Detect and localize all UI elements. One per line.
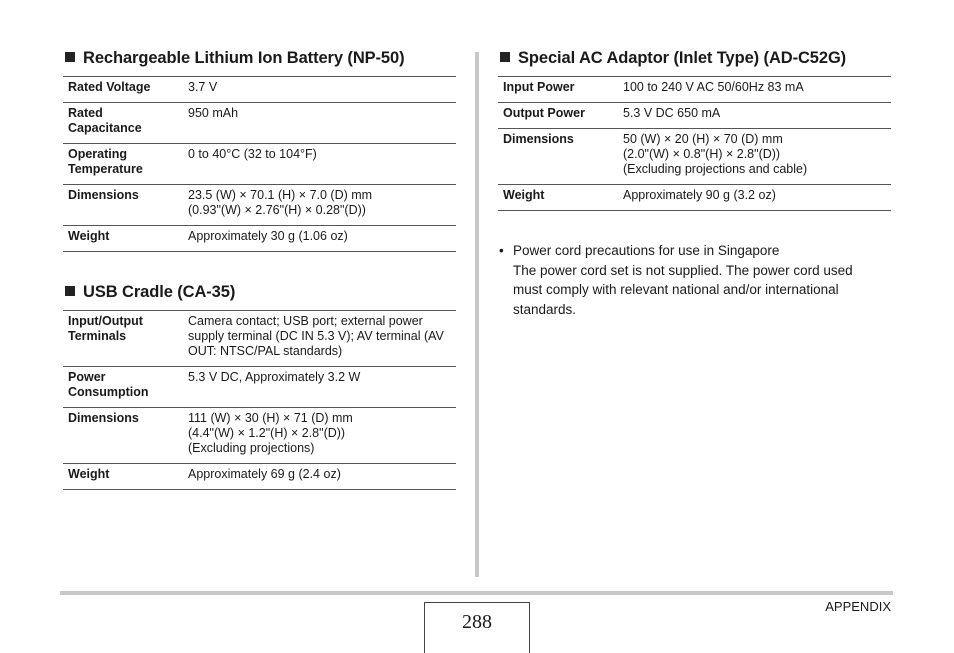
spec-table [63, 310, 456, 490]
spec-value-text: OUT: NTSC/PAL standards) [188, 344, 343, 358]
spec-label-text: Capacitance [68, 121, 142, 135]
bullet-icon: • [499, 243, 504, 258]
spec-label-text: Dimensions [503, 132, 574, 146]
right-column [498, 44, 891, 319]
cradle-title: USB Cradle (CA-35) [83, 283, 236, 301]
spec-label-text: Weight [68, 467, 110, 481]
spec-value [613, 129, 891, 185]
spec-label [63, 367, 178, 408]
page-number: 288 [424, 602, 530, 653]
spec-value-text: 5.3 V DC 650 mA [623, 106, 721, 120]
spec-value-text: (2.0"(W) × 0.8"(H) × 2.8"(D)) [623, 147, 781, 161]
spec-value-text: 950 mAh [188, 106, 239, 120]
spec-row [63, 77, 456, 103]
square-bullet-icon [500, 52, 510, 62]
adaptor-title: Special AC Adaptor (Inlet Type) (AD-C52G) [518, 49, 847, 67]
battery-section [63, 48, 456, 252]
spec-row [63, 226, 456, 252]
spec-value-text: Camera contact; USB port; external power [188, 314, 423, 328]
spec-label [498, 185, 613, 211]
spec-label-text: Power [68, 370, 106, 384]
spec-value [613, 103, 891, 129]
spec-row [63, 144, 456, 185]
spec-value-text: 5.3 V DC, Approximately 3.2 W [188, 370, 361, 384]
spec-row [498, 129, 891, 185]
singapore-note [498, 241, 891, 319]
spec-value [613, 185, 891, 211]
spec-row [63, 408, 456, 464]
spec-table [63, 76, 456, 252]
spec-value-text: (0.93"(W) × 2.76"(H) × 0.28"(D)) [188, 203, 366, 217]
spec-label-text: Dimensions [68, 411, 139, 425]
spec-label-text: Rated [68, 106, 103, 120]
spec-value-text: Approximately 30 g (1.06 oz) [188, 229, 348, 243]
spec-label [498, 77, 613, 103]
spec-value-text: (Excluding projections and cable) [623, 162, 808, 176]
left-column [63, 44, 456, 520]
spec-value [178, 367, 456, 408]
spec-value-text: Approximately 90 g (3.2 oz) [623, 188, 776, 202]
spec-label [63, 144, 178, 185]
spec-value [178, 185, 456, 226]
footer-divider [60, 591, 893, 595]
spec-label-text: Rated Voltage [68, 80, 151, 94]
note-title: Power cord precautions for use in Singapore [513, 243, 780, 258]
spec-label [63, 408, 178, 464]
spec-label [498, 103, 613, 129]
spec-label-text: Weight [68, 229, 110, 243]
note-line: must comply with relevant national and/or international [513, 282, 839, 297]
spec-label-text: Terminals [68, 329, 127, 343]
spec-label-text: Dimensions [68, 188, 139, 202]
spec-table [498, 76, 891, 211]
spec-label-text: Output Power [503, 106, 585, 120]
spec-label [498, 129, 613, 185]
battery-title: Rechargeable Lithium Ion Battery (NP-50) [83, 49, 405, 67]
cradle-section [63, 282, 456, 490]
spec-value-text: 23.5 (W) × 70.1 (H) × 7.0 (D) mm [188, 188, 373, 202]
spec-value-text: 111 (W) × 30 (H) × 71 (D) mm [188, 411, 353, 425]
spec-value-text: (4.4"(W) × 1.2"(H) × 2.8"(D)) [188, 426, 346, 440]
note-line: The power cord set is not supplied. The power cord used [513, 262, 853, 278]
spec-value-text: 0 to 40°C (32 to 104°F) [188, 147, 317, 161]
square-bullet-icon [65, 286, 75, 296]
spec-row [498, 103, 891, 129]
spec-value [178, 77, 456, 103]
section-heading [500, 48, 891, 68]
spec-label-text: Temperature [68, 162, 143, 176]
spec-value [178, 408, 456, 464]
spec-value-text: Approximately 69 g (2.4 oz) [188, 467, 341, 481]
spec-row [63, 185, 456, 226]
spec-value-text: supply terminal (DC IN 5.3 V); AV terminal (AV [188, 329, 444, 343]
section-heading [65, 48, 456, 68]
spec-value [178, 103, 456, 144]
spec-label-text: Input/Output [68, 314, 143, 328]
spec-row [63, 367, 456, 408]
spec-label [63, 464, 178, 490]
spec-label-text: Weight [503, 188, 545, 202]
spec-label-text: Operating [68, 147, 128, 161]
spec-row [498, 185, 891, 211]
spec-value-text: 50 (W) × 20 (H) × 70 (D) mm [623, 132, 783, 146]
spec-label-text: Input Power [503, 80, 575, 94]
spec-value [178, 311, 456, 367]
spec-value [178, 464, 456, 490]
spec-value-text: 3.7 V [188, 80, 218, 94]
spec-label [63, 77, 178, 103]
spec-value [178, 226, 456, 252]
spec-value [613, 77, 891, 103]
spec-value-text: (Excluding projections) [188, 441, 315, 455]
note-line: standards. [513, 301, 577, 317]
section-heading [65, 282, 456, 302]
spec-row [63, 464, 456, 490]
spec-value-text: 100 to 240 V AC 50/60Hz 83 mA [623, 80, 804, 94]
spec-value [178, 144, 456, 185]
spec-label-text: Consumption [68, 385, 149, 399]
spec-label [63, 185, 178, 226]
spec-label [63, 226, 178, 252]
spec-label [63, 103, 178, 144]
spec-row [63, 311, 456, 367]
spec-row [63, 103, 456, 144]
spec-row [498, 77, 891, 103]
section-label: APPENDIX [825, 599, 891, 614]
column-divider [475, 52, 479, 577]
spec-label [63, 311, 178, 367]
adaptor-section [498, 48, 891, 211]
square-bullet-icon [65, 52, 75, 62]
